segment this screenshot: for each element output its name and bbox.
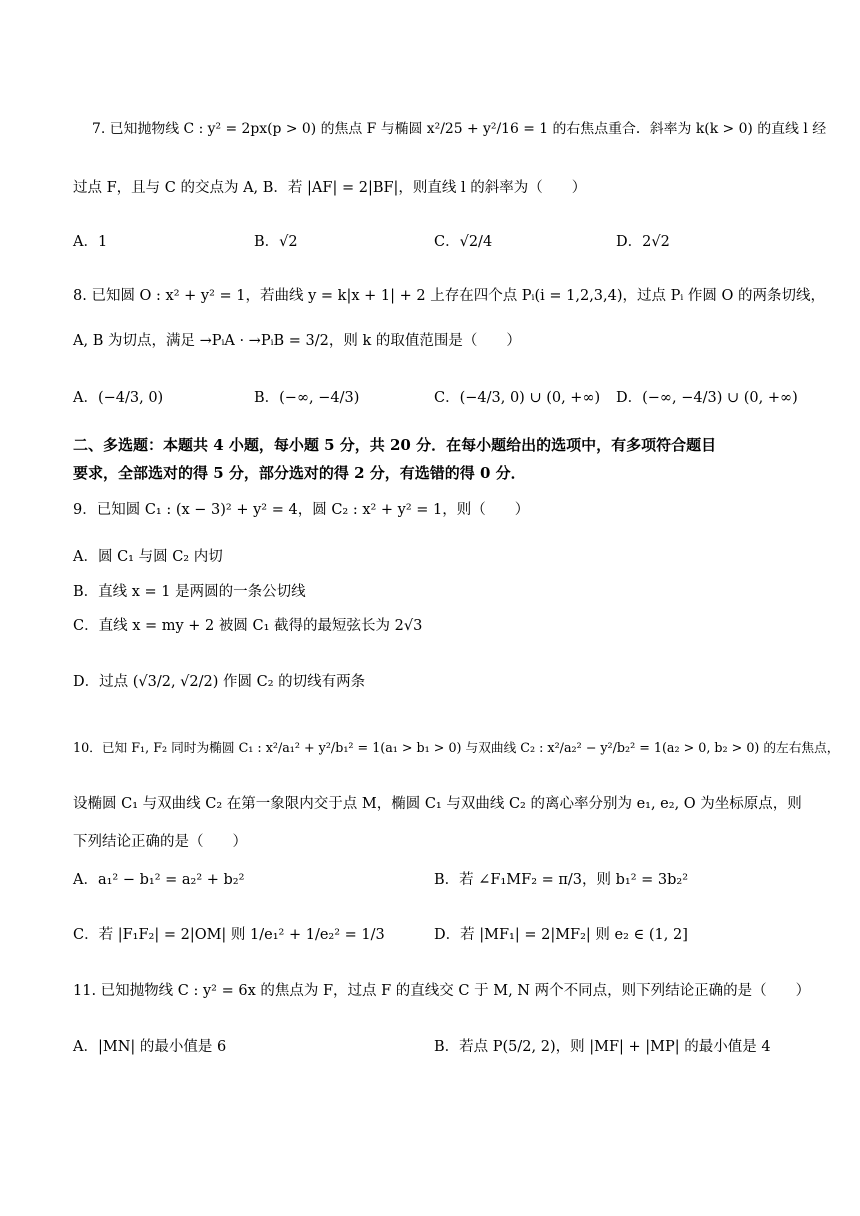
q9-stem: 9．已知圆 C₁ : (x − 3)² + y² = 4，圆 C₂ : x² + y² = 1，则（ ） bbox=[73, 502, 530, 518]
q7-line2: 过点 F，且与 C 的交点为 A, B．若 |AF| = 2|BF|，则直线 l 的斜率为（ ） bbox=[73, 180, 587, 196]
section2-heading-line1: 二、多选题：本题共 4 小题，每小题 5 分，共 20 分．在每小题给出的选项中，有多项符合题目 bbox=[73, 436, 717, 454]
q10-line1: 10．已知 F₁, F₂ 同时为椭圆 C₁ : x²/a₁² + y²/b₁² = 1(a₁ > b₁ > 0) 与双曲线 C₂ : x²/a₂² − y²/b₂² = 1(a₂ > 0, b₂ > 0) 的左右焦点， bbox=[73, 740, 840, 755]
q10-option-a: A．a₁² − b₁² = a₂² + b₂² bbox=[73, 872, 245, 888]
q7-option-c: C．√2/4 bbox=[434, 234, 493, 250]
q9-option-c: C．直线 x = my + 2 被圆 C₁ 截得的最短弦长为 2√3 bbox=[73, 618, 423, 634]
q11-option-a: A．|MN| 的最小值是 6 bbox=[73, 1039, 227, 1055]
q8-option-b: B．(−∞, −4/3) bbox=[254, 390, 360, 406]
q8-option-a: A．(−4/3, 0) bbox=[73, 390, 164, 406]
q9-option-b: B．直线 x = 1 是两圆的一条公切线 bbox=[73, 584, 306, 600]
q9-option-d: D．过点 (√3/2, √2/2) 作圆 C₂ 的切线有两条 bbox=[73, 674, 366, 690]
q10-option-c: C．若 |F₁F₂| = 2|OM| 则 1/e₁² + 1/e₂² = 1/3 bbox=[73, 927, 385, 943]
q7-option-d: D．2√2 bbox=[616, 234, 670, 250]
q8-line1: 8. 已知圆 O : x² + y² = 1，若曲线 y = k|x + 1| + 2 上存在四个点 Pᵢ(i = 1,2,3,4)，过点 Pᵢ 作圆 O 的两条切线， bbox=[73, 288, 826, 304]
q9-option-a: A．圆 C₁ 与圆 C₂ 内切 bbox=[73, 549, 223, 565]
q8-option-c: C．(−4/3, 0) ∪ (0, +∞) bbox=[434, 390, 601, 406]
q11-option-b: B．若点 P(5/2, 2)，则 |MF| + |MP| 的最小值是 4 bbox=[434, 1039, 771, 1055]
q8-option-d: D．(−∞, −4/3) ∪ (0, +∞) bbox=[616, 390, 798, 406]
q8-line2: A, B 为切点，满足 →PᵢA · →PᵢB = 3/2，则 k 的取值范围是（ ） bbox=[73, 333, 521, 349]
q10-line2: 设椭圆 C₁ 与双曲线 C₂ 在第一象限内交于点 M，椭圆 C₁ 与双曲线 C₂ 的离心率分别为 e₁, e₂, O 为坐标原点，则 bbox=[73, 796, 802, 812]
q10-option-d: D．若 |MF₁| = 2|MF₂| 则 e₂ ∈ (1, 2] bbox=[434, 927, 688, 943]
q7-option-a: A．1 bbox=[73, 234, 108, 250]
q7-line1: 7. 已知抛物线 C : y² = 2px(p > 0) 的焦点 F 与椭圆 x²/25 + y²/16 = 1 的右焦点重合．斜率为 k(k > 0) 的直线 l 经 bbox=[92, 121, 827, 137]
q7-option-b: B．√2 bbox=[254, 234, 298, 250]
q10-option-b: B．若 ∠F₁MF₂ = π/3，则 b₁² = 3b₂² bbox=[434, 872, 689, 888]
q11-stem: 11. 已知抛物线 C : y² = 6x 的焦点为 F，过点 F 的直线交 C 于 M, N 两个不同点，则下列结论正确的是（ ） bbox=[73, 983, 811, 999]
section2-heading-line2: 要求，全部选对的得 5 分，部分选对的得 2 分，有选错的得 0 分． bbox=[73, 464, 526, 482]
q10-line3: 下列结论正确的是（ ） bbox=[73, 834, 247, 850]
